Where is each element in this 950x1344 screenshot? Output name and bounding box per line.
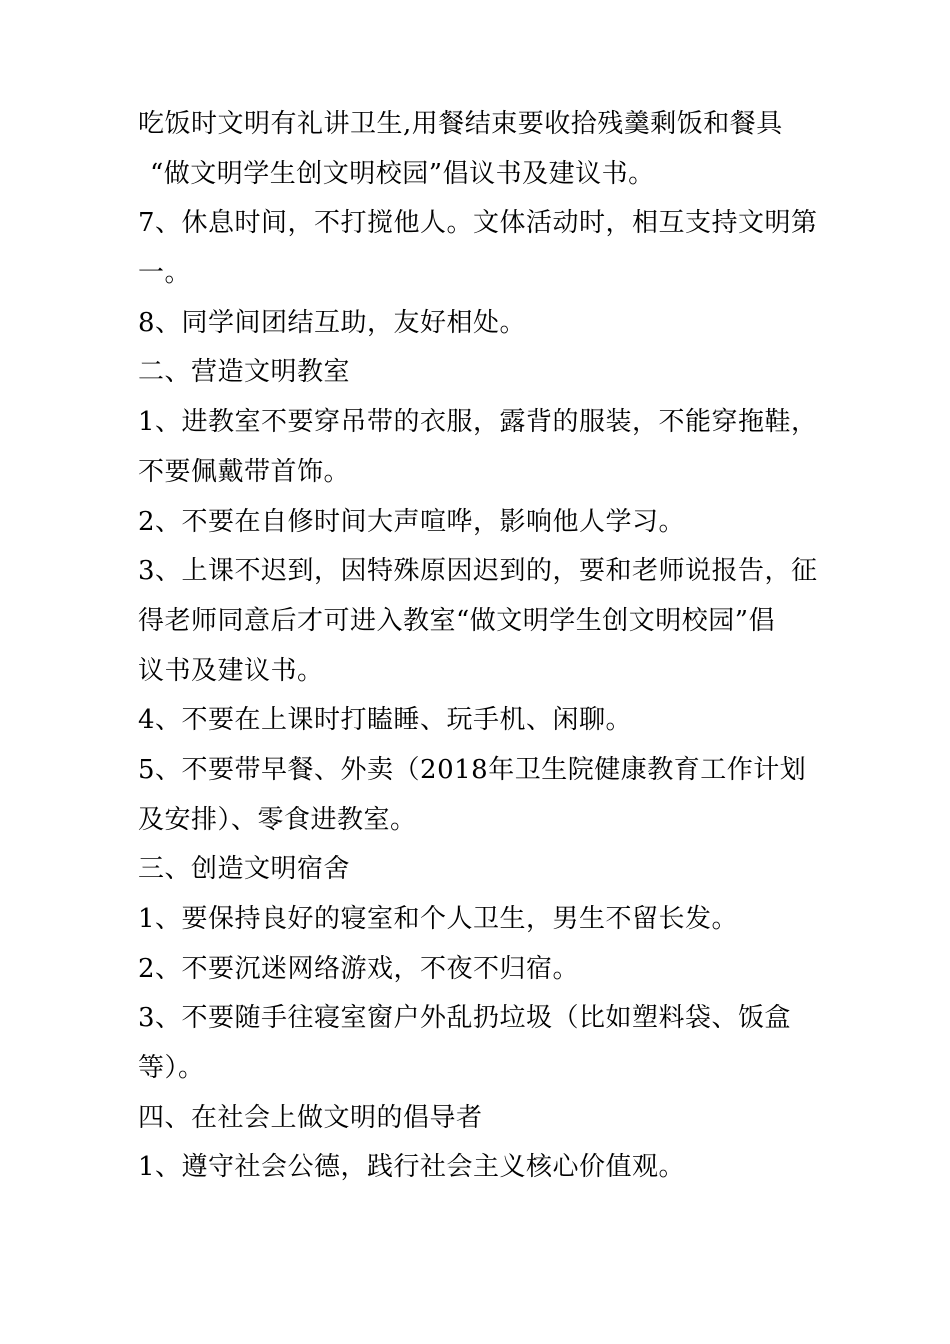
text-line: 3、上课不迟到，因特殊原因迟到的，要和老师说报告，征 bbox=[138, 556, 818, 587]
text-line: 议书及建议书。 bbox=[138, 655, 324, 686]
text-line: 1、遵守社会公德，践行社会主义核心价值观。 bbox=[138, 1152, 686, 1183]
text-line: 2、不要在自修时间大声喧哗，影响他人学习。 bbox=[138, 506, 686, 537]
section-heading: 四、在社会上做文明的倡导者 bbox=[138, 1102, 483, 1133]
text-line: 得老师同意后才可进入教室“做文明学生创文明校园”倡 bbox=[138, 605, 776, 636]
text-line: 7、休息时间，不打搅他人。文体活动时，相互支持文明第 bbox=[138, 208, 818, 239]
text-line: 吃饭时文明有礼讲卫生,用餐结束要收拾残羹剩饭和餐具 bbox=[138, 109, 783, 139]
text-line: 等）。 bbox=[138, 1053, 205, 1084]
text-line: 1、进教室不要穿吊带的衣服，露背的服装，不能穿拖鞋， bbox=[138, 407, 818, 438]
text-line: 3、不要随手往寝室窗户外乱扔垃圾（比如塑料袋、饭盒 bbox=[138, 1003, 792, 1034]
document-body bbox=[138, 100, 828, 1193]
text-line: 4、不要在上课时打瞌睡、玩手机、闲聊。 bbox=[138, 705, 633, 736]
text-line: 1、要保持良好的寝室和个人卫生，男生不留长发。 bbox=[138, 904, 739, 934]
section-heading: 三、创造文明宿舍 bbox=[138, 854, 351, 885]
text-line: 不要佩戴带首饰。 bbox=[138, 456, 351, 487]
text-line: “做文明学生创文明校园”倡议书及建议书。 bbox=[150, 158, 655, 189]
section-heading: 二、营造文明教室 bbox=[138, 357, 351, 388]
text-line: 一。 bbox=[138, 258, 192, 289]
text-line: 5、不要带早餐、外卖（2018年卫生院健康教育工作计划 bbox=[138, 754, 807, 785]
text-line: 及安排）、零食进教室。 bbox=[138, 804, 417, 835]
text-line: 2、不要沉迷网络游戏，不夜不归宿。 bbox=[138, 953, 580, 984]
text-line: 8、同学间团结互助，友好相处。 bbox=[138, 307, 527, 338]
